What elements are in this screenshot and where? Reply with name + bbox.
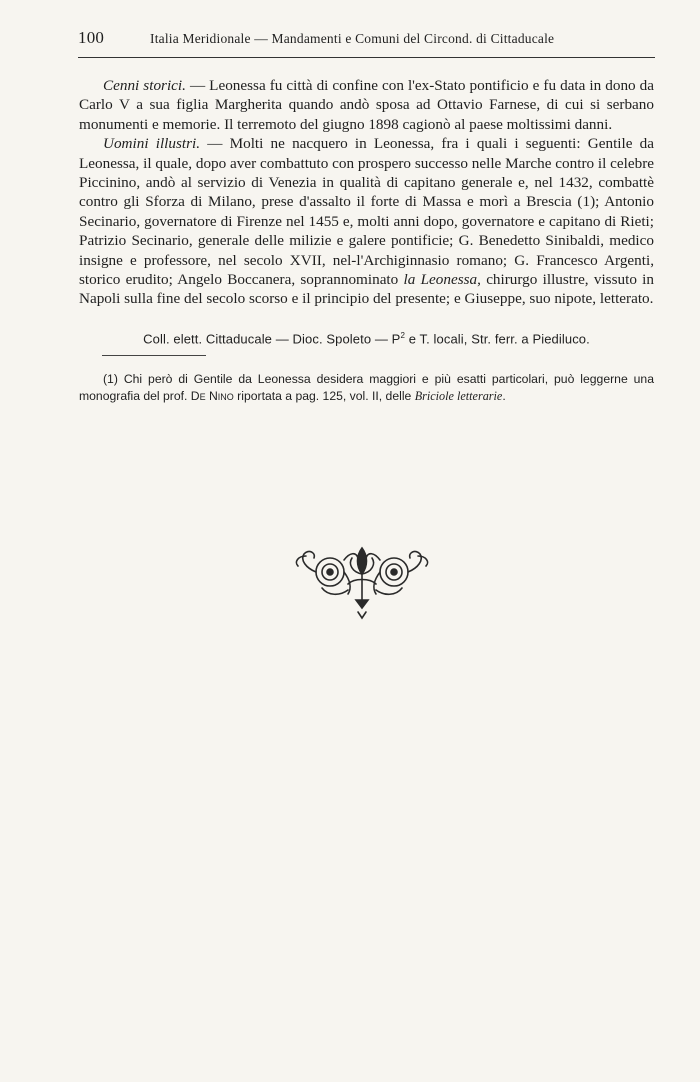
section-label-cenni-storici: Cenni storici. xyxy=(103,77,186,94)
header-rule xyxy=(78,57,655,58)
main-text xyxy=(79,76,654,309)
epithet: la Leonessa xyxy=(403,271,478,289)
electoral-info-text: e T. locali, Str. ferr. a Piediluco. xyxy=(405,331,590,347)
footnote-text: (1) Chi però di Gentile da Leonessa desidera maggiori e più esatti particolari, può leggerne una monografia del prof. xyxy=(79,372,654,403)
paragraph-text: , chirurgo illustre, vissuto in Napoli sulla fine del secolo scorso e il principio del presente; e Giuseppe, suo nipote, letterato. xyxy=(79,271,654,308)
paragraph-text: — Leonessa fu città di confine con l'ex-Stato pontificio e fu data in dono da Carlo V a sua figlia Margherita quando andò sposa ad Ottavio Farnese, di cui si serbano monumenti e memorie. Il terremoto del giugno 1898 cagionò al paese moltissimi danni. xyxy=(79,77,654,133)
paragraph-uomini-illustri xyxy=(79,134,654,309)
footnote-author: De Nino xyxy=(190,389,234,403)
footnote-work-title: Briciole letterarie xyxy=(414,389,503,403)
footnote-text: . xyxy=(502,389,506,403)
electoral-info-line xyxy=(79,331,654,346)
page-number: 100 xyxy=(78,28,105,47)
paragraph-text: — Molti ne nacquero in Leonessa, fra i quali i seguenti: Gentile da Leonessa, il quale, dopo aver combattuto con prospero successo nelle Marche contro il celebre Piccinino, andò al servizio di Venezia in qualità di capitano generale e, nel 1432, combattè contro gli Sforza di Milano, prese d'assalto il forte di Massa e morì a Brescia (1); Antonio Secinario, governatore di Firenze nel 1455 e, molti anni dopo, governatore e capitano di Rieti; Patrizio Secinario, generale delle milizie e galere pontificie; G. Benedetto Sinibaldi, medico insigne e professore, nel secolo XVII, nel-l'Archiginnasio romano; G. Francesco Argenti, storico erudito; Angelo Boccanera, soprannominato xyxy=(79,135,654,289)
running-title: Italia Meridionale — Mandamenti e Comuni del Circond. di Cittaducale xyxy=(150,31,555,46)
footnote xyxy=(79,371,654,405)
paragraph-cenni-storici xyxy=(79,76,654,134)
section-label-uomini-illustri: Uomini illustri. xyxy=(103,135,201,153)
footnote-rule xyxy=(102,355,206,356)
footnote-text: riportata a pag. 125, vol. II, delle xyxy=(233,389,415,403)
running-header xyxy=(78,28,654,48)
superscript: 2 xyxy=(400,331,406,340)
decorative-ornament-icon xyxy=(292,542,432,620)
electoral-info-text: Coll. elett. Cittaducale — Dioc. Spoleto — P xyxy=(143,331,401,347)
